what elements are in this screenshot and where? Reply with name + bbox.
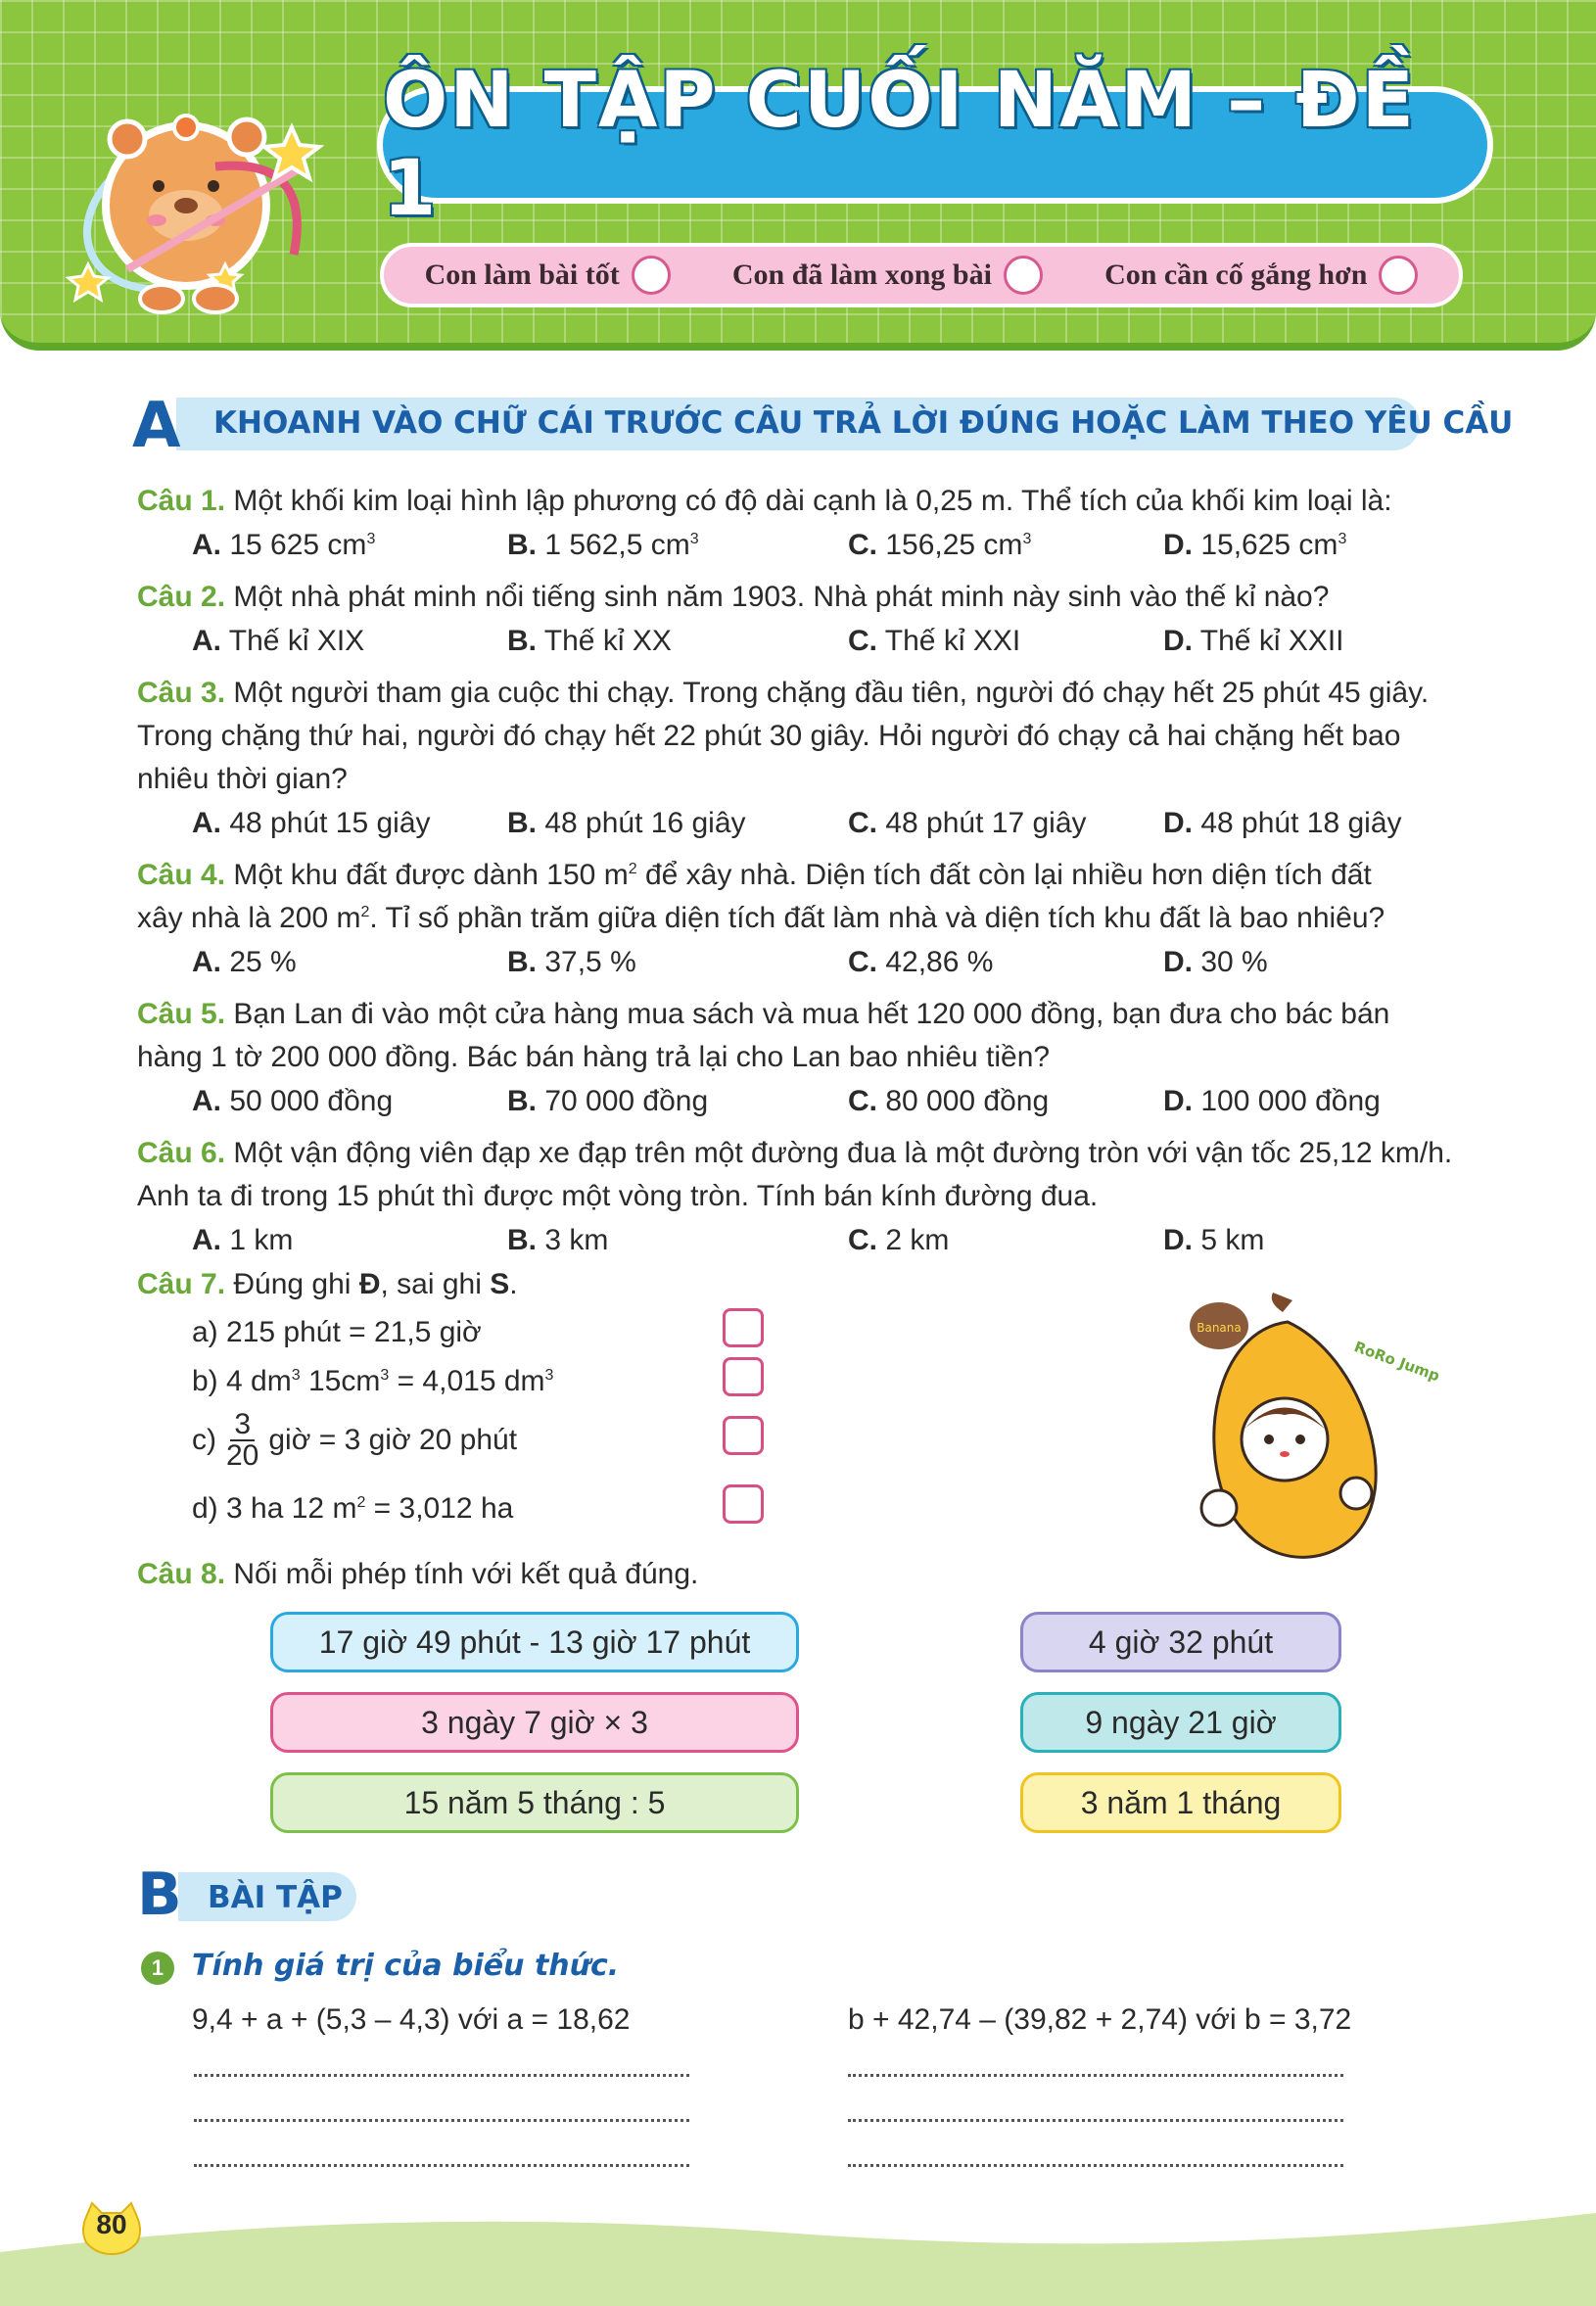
q2-option-d[interactable]: D. Thế kỉ XXII	[1163, 625, 1344, 657]
q5-option-a[interactable]: A. 50 000 đồng	[192, 1085, 394, 1117]
q6-option-a[interactable]: A. 1 km	[192, 1224, 294, 1256]
question-1: Câu 1. Một khối kim loại hình lập phương có độ dài cạnh là 0,25 m. Thể tích của khối kim loại là:	[137, 485, 1392, 517]
match-left-2[interactable]: 3 ngày 7 giờ × 3	[270, 1692, 799, 1753]
answer-line-left-3[interactable]	[194, 2164, 689, 2167]
expression-right: b + 42,74 – (39,82 + 2,74) với b = 3,72	[848, 2003, 1352, 2036]
rating-done[interactable]: Con đã làm xong bài	[732, 256, 1043, 295]
section-b-letter: B	[137, 1860, 182, 1929]
answer-line-left-1[interactable]	[194, 2074, 689, 2077]
section-a-letter: A	[132, 390, 181, 462]
answer-line-right-3[interactable]	[848, 2164, 1343, 2167]
rating-good[interactable]: Con làm bài tốt	[425, 256, 671, 295]
q1-option-a[interactable]: A. 15 625 $cm^3$	[192, 529, 376, 561]
q4-option-a[interactable]: A. 25 %	[192, 946, 297, 978]
question-4-line-2: xây nhà là 200 $m^2$. Tỉ số phần trăm giữa diện tích đất làm nhà và diện tích khu đất là bao nhiêu?	[137, 902, 1385, 934]
q3-option-b[interactable]: B. 48 phút 16 giây	[507, 807, 746, 839]
rating-try-harder[interactable]: Con cần cố gắng hơn	[1104, 256, 1418, 295]
q6-option-d[interactable]: D. 5 km	[1163, 1224, 1265, 1256]
exercise-1-title: Tính giá trị của biểu thức.	[192, 1949, 620, 1983]
match-right-1[interactable]: 4 giờ 32 phút	[1020, 1612, 1341, 1672]
self-assessment-bar	[380, 243, 1463, 307]
q1-option-d[interactable]: D. 15,625 $cm^3$	[1163, 529, 1347, 561]
q3-option-d[interactable]: D. 48 phút 18 giây	[1163, 807, 1402, 839]
question-6-line-2: Anh ta đi trong 15 phút thì được một vòng tròn. Tính bán kính đường đua.	[137, 1180, 1099, 1212]
banana-cap-label: Banana	[1197, 1321, 1242, 1335]
match-left-3[interactable]: 15 năm 5 tháng : 5	[270, 1772, 799, 1833]
question-5: Câu 5. Bạn Lan đi vào một cửa hàng mua sách và mua hết 120 000 đồng, bạn đưa cho bác bán	[137, 998, 1390, 1030]
q2-option-b[interactable]: B. Thế kỉ XX	[507, 625, 672, 657]
answer-line-right-2[interactable]	[848, 2119, 1343, 2122]
answer-line-left-2[interactable]	[194, 2119, 689, 2122]
q5-option-c[interactable]: C. 80 000 đồng	[848, 1085, 1050, 1117]
q5-option-d[interactable]: D. 100 000 đồng	[1163, 1085, 1381, 1117]
q7-answer-box-d[interactable]	[723, 1484, 764, 1524]
page-title: ÔN TẬP CUỐI NĂM – ĐỀ 1	[377, 86, 1493, 204]
question-4: Câu 4. Một khu đất được dành 150 $m^2$ để xây nhà. Diện tích đất còn lại nhiều hơn diện tích đất	[137, 859, 1372, 891]
q4-option-b[interactable]: B. 37,5 %	[507, 946, 636, 978]
q5-option-b[interactable]: B. 70 000 đồng	[507, 1085, 709, 1117]
q4-option-c[interactable]: C. 42,86 %	[848, 946, 994, 978]
q7-statement-d: d) 3 ha 12 $m^2 = 3,012$ ha	[192, 1492, 514, 1525]
question-7: Câu 7. Đúng ghi Đ, sai ghi S.	[137, 1268, 518, 1300]
page-number: 80	[96, 2209, 127, 2239]
question-6: Câu 6. Một vận động viên đạp xe đạp trên một đường đua là một đường tròn với vận tốc 25,12 km/h.	[137, 1137, 1453, 1169]
q7-answer-box-a[interactable]	[723, 1308, 764, 1347]
banana-kid-illustration	[1175, 1293, 1442, 1577]
expression-left: 9,4 + a + (5,3 – 4,3) với a = 18,62	[192, 2003, 631, 2036]
q1-option-c[interactable]: C. 156,25 $cm^3$	[848, 529, 1032, 561]
question-8: Câu 8. Nối mỗi phép tính với kết quả đúng.	[137, 1558, 699, 1590]
answer-line-right-1[interactable]	[848, 2074, 1343, 2077]
fraction: 3 20	[226, 1408, 259, 1472]
exercise-1-number: 1	[141, 1952, 174, 1985]
question-3-line-2: Trong chặng thứ hai, người đó chạy hết 22 phút 30 giây. Hỏi người đó chạy cả hai chặng hết bao	[137, 720, 1401, 752]
brand-logo-text: RoRo Jump	[1351, 1338, 1442, 1386]
q7-statement-a: a) 215 phút = 21,5 giờ	[192, 1316, 482, 1348]
section-b-title: BÀI TẬP	[208, 1880, 343, 1915]
q2-option-a[interactable]: A. Thế kỉ XIX	[192, 625, 365, 657]
q7-answer-box-b[interactable]	[723, 1357, 764, 1396]
question-3-line-3: nhiêu thời gian?	[137, 763, 348, 795]
match-left-1[interactable]: 17 giờ 49 phút - 13 giờ 17 phút	[270, 1612, 799, 1672]
q3-option-a[interactable]: A. 48 phút 15 giây	[192, 807, 431, 839]
question-2: Câu 2. Một nhà phát minh nổi tiếng sinh năm 1903. Nhà phát minh này sinh vào thế kỉ nào?	[137, 581, 1330, 613]
section-a-title: KHOANH VÀO CHỮ CÁI TRƯỚC CÂU TRẢ LỜI ĐÚNG HOẶC LÀM THEO YÊU CẦU	[213, 405, 1514, 441]
q1-option-b[interactable]: B. 1 562,5 $cm^3$	[507, 529, 699, 561]
rating-done-checkbox[interactable]	[1004, 256, 1043, 295]
q6-option-b[interactable]: B. 3 km	[507, 1224, 609, 1256]
capybara-archer-illustration	[69, 59, 362, 323]
q3-option-c[interactable]: C. 48 phút 17 giây	[848, 807, 1087, 839]
q2-option-c[interactable]: C. Thế kỉ XXI	[848, 625, 1021, 657]
question-3: Câu 3. Một người tham gia cuộc thi chạy. Trong chặng đầu tiên, người đó chạy hết 25 phút 45 giây.	[137, 677, 1430, 709]
rating-good-checkbox[interactable]	[632, 256, 671, 295]
question-5-line-2: hàng 1 tờ 200 000 đồng. Bác bán hàng trả lại cho Lan bao nhiêu tiền?	[137, 1041, 1051, 1073]
q7-statement-b: b) 4 $dm^3$ $15cm^3 = 4,015$ $dm^3$	[192, 1365, 554, 1397]
q4-option-d[interactable]: D. 30 %	[1163, 946, 1268, 978]
q6-option-c[interactable]: C. 2 km	[848, 1224, 950, 1256]
match-right-3[interactable]: 3 năm 1 tháng	[1020, 1772, 1341, 1833]
q7-answer-box-c[interactable]	[723, 1416, 764, 1455]
match-right-2[interactable]: 9 ngày 21 giờ	[1020, 1692, 1341, 1753]
rating-try-harder-checkbox[interactable]	[1379, 256, 1418, 295]
footer-wave	[0, 2193, 1596, 2306]
q7-statement-c: c) 3 20 giờ = 3 giờ 20 phút	[192, 1408, 518, 1472]
